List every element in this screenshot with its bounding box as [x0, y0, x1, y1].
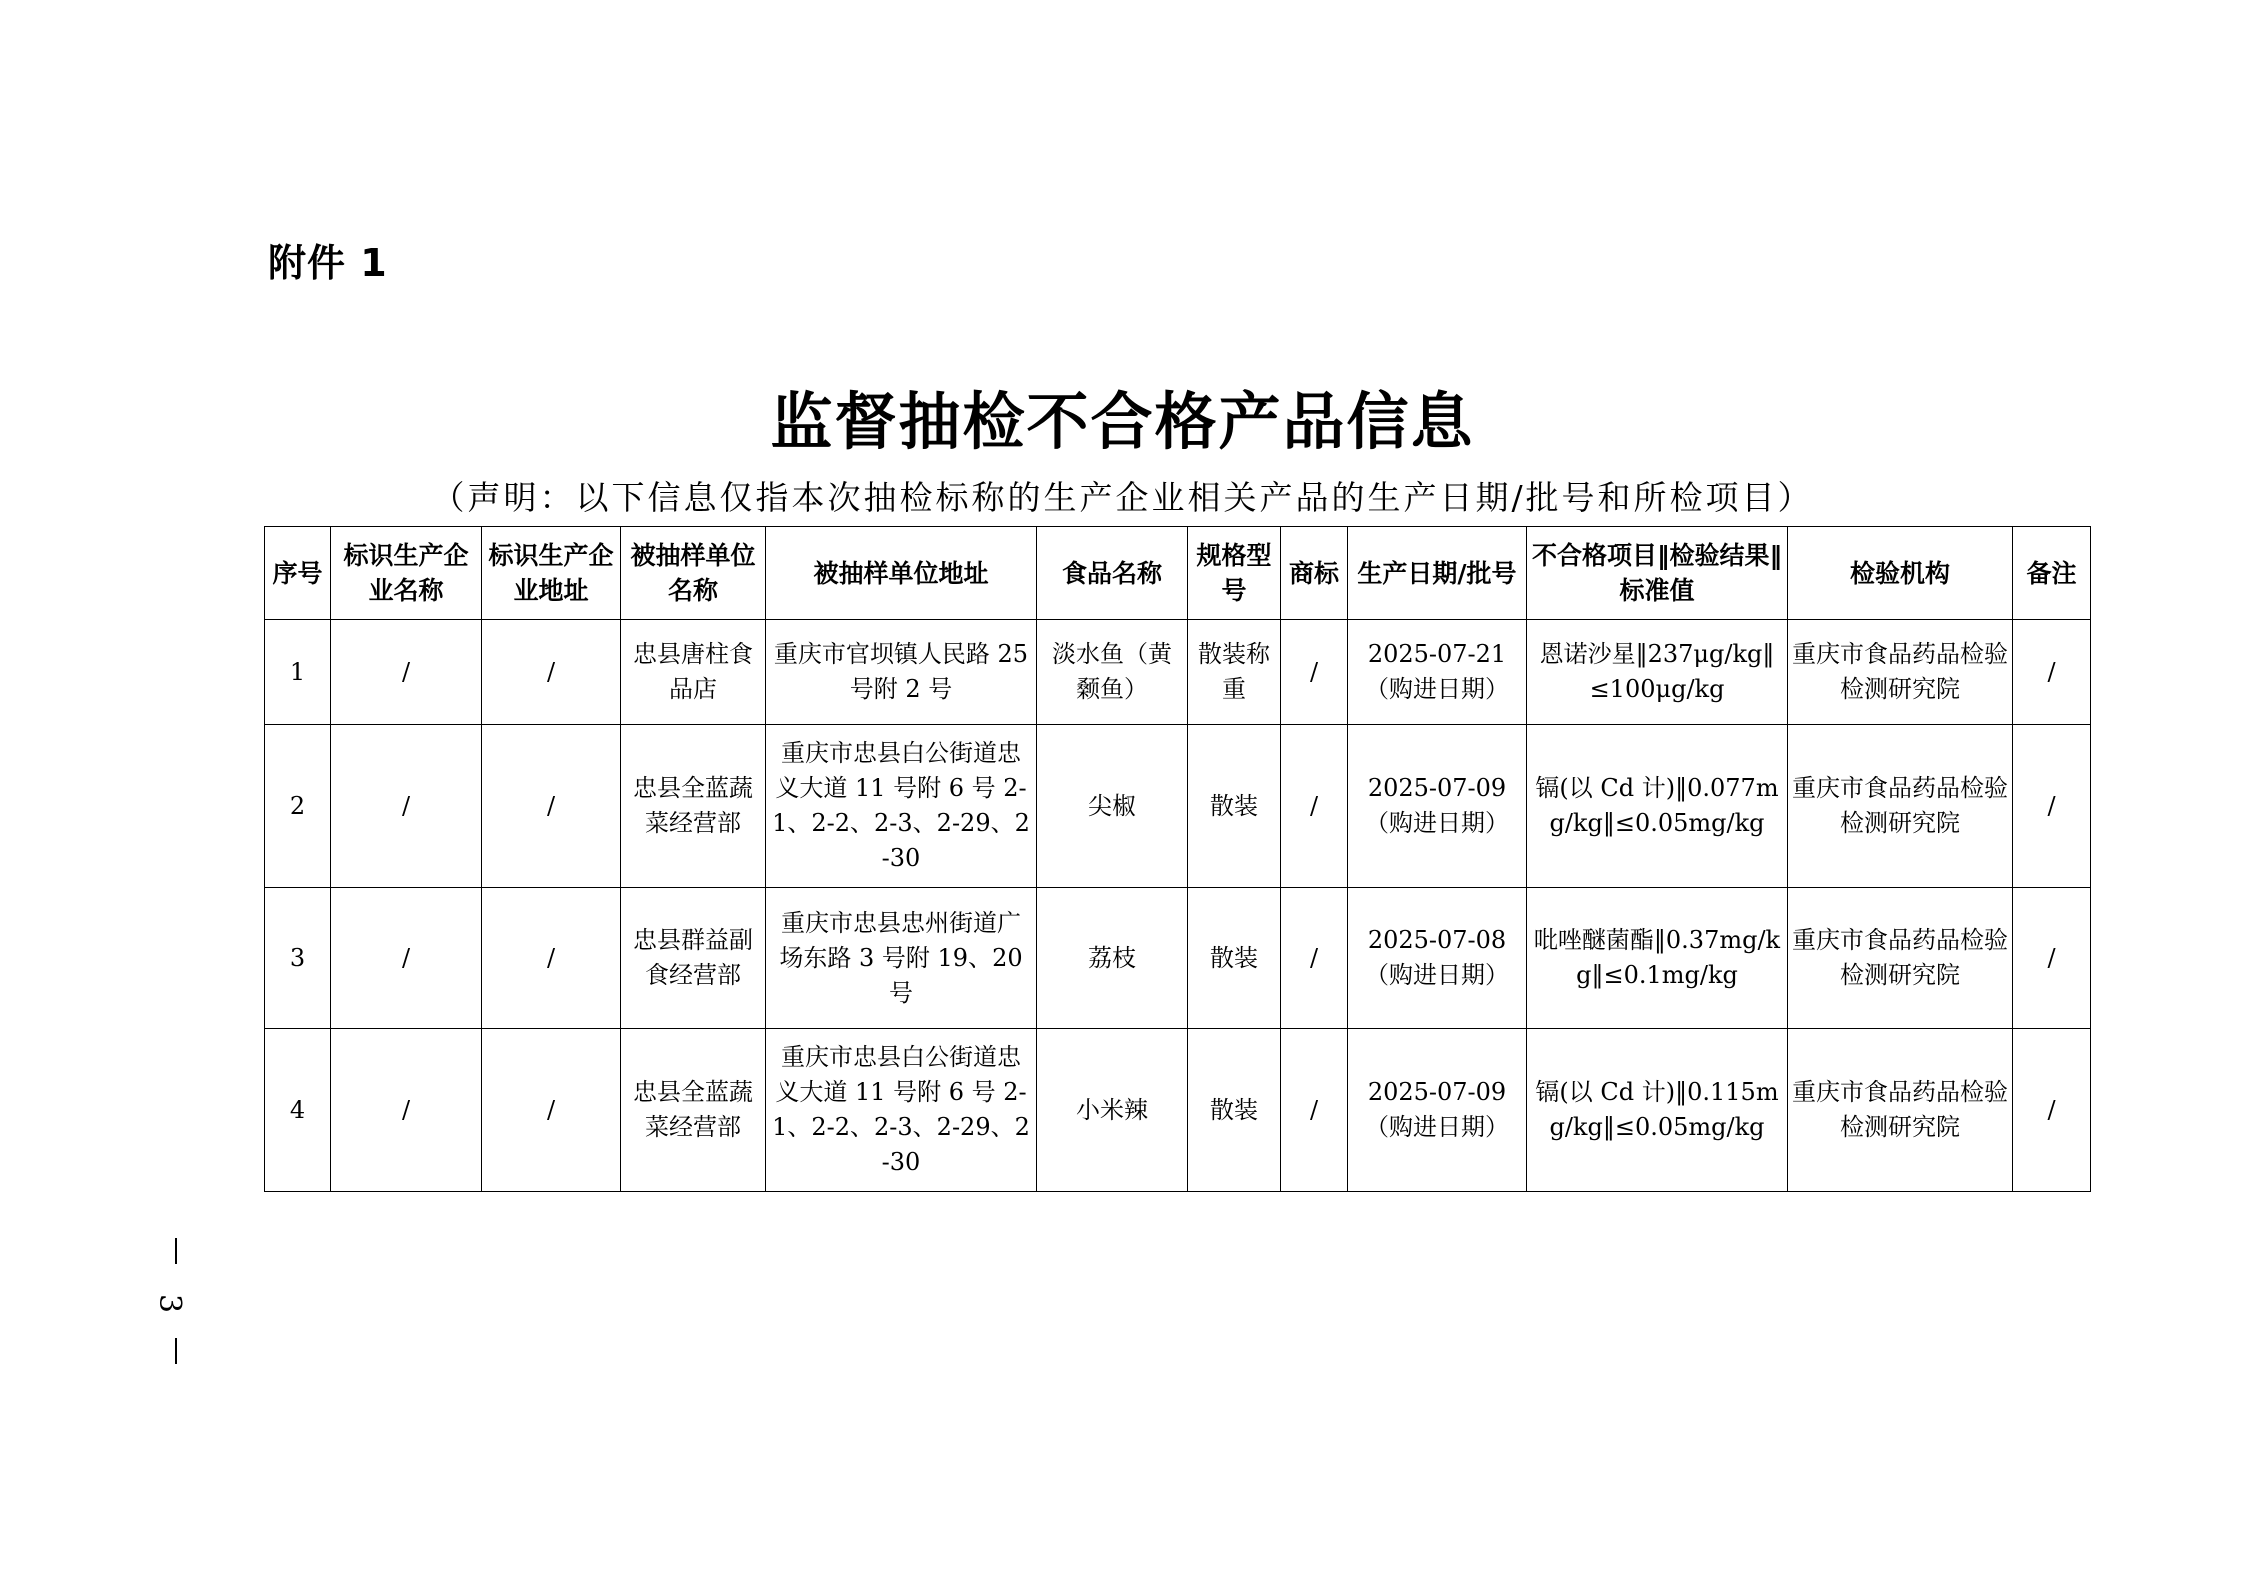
cell-date: 2025-07-09（购进日期） [1348, 1029, 1527, 1192]
cell-brand: / [1281, 888, 1348, 1029]
header-sampled-addr: 被抽样单位地址 [766, 527, 1037, 620]
header-seq: 序号 [265, 527, 331, 620]
page-number-text: 3 [152, 1293, 188, 1314]
cell-seq: 3 [265, 888, 331, 1029]
header-spec: 规格型号 [1188, 527, 1281, 620]
table-row [265, 1029, 2091, 1192]
page-number [152, 1238, 194, 1368]
cell-sampled-addr: 重庆市忠县白公街道忠义大道 11 号附 6 号 2-1、2-2、2-3、2-29、2-30 [766, 1029, 1037, 1192]
cell-mfr-name: / [331, 888, 482, 1029]
cell-mfr-name: / [331, 1029, 482, 1192]
cell-spec: 散装 [1188, 888, 1281, 1029]
attachment-label: 附件 1 [268, 241, 388, 285]
cell-food: 尖椒 [1037, 725, 1188, 888]
cell-sampled-addr: 重庆市官坝镇人民路 25 号附 2 号 [766, 620, 1037, 725]
cell-food: 淡水鱼（黄颡鱼） [1037, 620, 1188, 725]
cell-lab: 重庆市食品药品检验检测研究院 [1788, 1029, 2013, 1192]
cell-lab: 重庆市食品药品检验检测研究院 [1788, 725, 2013, 888]
cell-food: 荔枝 [1037, 888, 1188, 1029]
unqualified-products-table [264, 526, 2091, 1192]
cell-seq: 1 [265, 620, 331, 725]
header-brand: 商标 [1281, 527, 1348, 620]
cell-item: 恩诺沙星‖237μg/kg‖≤100μg/kg [1527, 620, 1788, 725]
header-mfr-addr: 标识生产企业地址 [482, 527, 621, 620]
cell-mfr-name: / [331, 725, 482, 888]
table-row [265, 620, 2091, 725]
cell-mfr-addr: / [482, 1029, 621, 1192]
cell-mfr-addr: / [482, 888, 621, 1029]
table-row [265, 888, 2091, 1029]
cell-brand: / [1281, 1029, 1348, 1192]
cell-item: 镉(以 Cd 计)‖0.115mg/kg‖≤0.05mg/kg [1527, 1029, 1788, 1192]
cell-sampled-name: 忠县全蓝蔬菜经营部 [621, 1029, 766, 1192]
cell-sampled-name: 忠县全蓝蔬菜经营部 [621, 725, 766, 888]
cell-sampled-name: 忠县群益副食经营部 [621, 888, 766, 1029]
cell-date: 2025-07-08（购进日期） [1348, 888, 1527, 1029]
cell-food: 小米辣 [1037, 1029, 1188, 1192]
cell-note: / [2013, 888, 2091, 1029]
cell-item: 镉(以 Cd 计)‖0.077mg/kg‖≤0.05mg/kg [1527, 725, 1788, 888]
cell-date: 2025-07-21（购进日期） [1348, 620, 1527, 725]
cell-seq: 4 [265, 1029, 331, 1192]
header-food: 食品名称 [1037, 527, 1188, 620]
table-row [265, 725, 2091, 888]
cell-spec: 散装 [1188, 1029, 1281, 1192]
cell-item: 吡唑醚菌酯‖0.37mg/kg‖≤0.1mg/kg [1527, 888, 1788, 1029]
statement-subtitle: （声明：以下信息仅指本次抽检标称的生产企业相关产品的生产日期/批号和所检项目） [431, 478, 1814, 517]
cell-spec: 散装称重 [1188, 620, 1281, 725]
cell-mfr-name: / [331, 620, 482, 725]
header-date: 生产日期/批号 [1348, 527, 1527, 620]
cell-mfr-addr: / [482, 725, 621, 888]
header-item: 不合格项目‖检验结果‖标准值 [1527, 527, 1788, 620]
header-note: 备注 [2013, 527, 2091, 620]
cell-brand: / [1281, 725, 1348, 888]
cell-mfr-addr: / [482, 620, 621, 725]
cell-brand: / [1281, 620, 1348, 725]
cell-sampled-addr: 重庆市忠县白公街道忠义大道 11 号附 6 号 2-1、2-2、2-3、2-29、2-30 [766, 725, 1037, 888]
cell-lab: 重庆市食品药品检验检测研究院 [1788, 620, 2013, 725]
page-title: 监督抽检不合格产品信息 [770, 385, 1475, 458]
cell-spec: 散装 [1188, 725, 1281, 888]
cell-note: / [2013, 620, 2091, 725]
table-header-row [265, 527, 2091, 620]
cell-note: / [2013, 1029, 2091, 1192]
cell-sampled-addr: 重庆市忠县忠州街道广场东路 3 号附 19、20 号 [766, 888, 1037, 1029]
cell-date: 2025-07-09（购进日期） [1348, 725, 1527, 888]
page-number-dash-bottom [175, 1338, 177, 1364]
cell-sampled-name: 忠县唐柱食品店 [621, 620, 766, 725]
cell-note: / [2013, 725, 2091, 888]
page-number-dash-top [175, 1238, 177, 1264]
header-sampled-name: 被抽样单位名称 [621, 527, 766, 620]
header-mfr-name: 标识生产企业名称 [331, 527, 482, 620]
cell-seq: 2 [265, 725, 331, 888]
cell-lab: 重庆市食品药品检验检测研究院 [1788, 888, 2013, 1029]
header-lab: 检验机构 [1788, 527, 2013, 620]
